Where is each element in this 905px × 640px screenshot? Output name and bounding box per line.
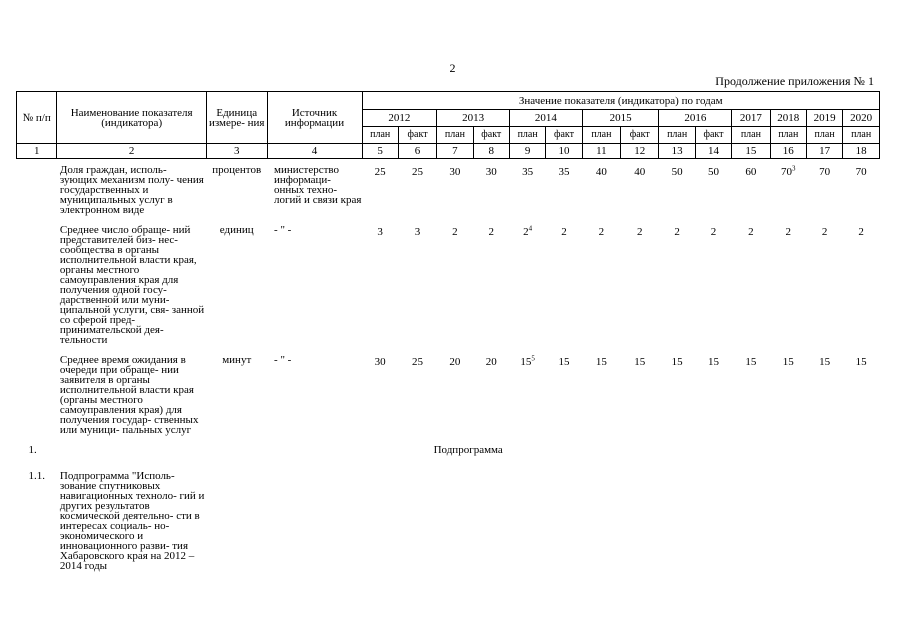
indicator-value: 20 (485, 356, 497, 368)
indicator-value: $70^3$ (781, 164, 796, 178)
indicator-value: 2 (637, 226, 643, 238)
indicator-value: 15 (745, 356, 757, 368)
column-number: 16 (770, 144, 806, 159)
plan-header: план (582, 127, 620, 144)
indicator-value: 15 (855, 356, 867, 368)
indicator-value: 70 (855, 166, 867, 178)
indicator-value: 40 (634, 166, 646, 178)
footnote-mark: 3 (792, 164, 796, 173)
indicator-value: 15 (782, 356, 794, 368)
header-unit: Единица измере- ния (206, 92, 267, 144)
year-header: 2014 (509, 110, 582, 127)
year-header: 2013 (437, 110, 510, 127)
column-number: 2 (57, 144, 207, 159)
indicator-value: 2 (452, 226, 458, 238)
indicator-table (16, 91, 880, 571)
indicator-value: 25 (412, 356, 424, 368)
table-row (17, 159, 880, 220)
indicator-name: Среднее число обраще- ний представителей биз- нес-сообщества в органы исполнительной власти края, органы местного самоуправления края для получения одной госу- дарственной или муни- ципальной услуги, свя- занной со сферой пред- принимательской дея- тельности (59, 224, 205, 346)
column-number: 9 (509, 144, 545, 159)
indicator-value: 15 (819, 356, 831, 368)
indicator-value: $2^4$ (523, 224, 533, 238)
plan-header: план (806, 127, 842, 144)
column-number: 6 (398, 144, 436, 159)
indicator-value: 2 (561, 226, 567, 238)
subsection-name: Подпрограмма "Исполь- зование спутниковых навигационных техноло- гий и других результатов космической деятельно- сти в интересах социаль- но-экономического и инновационного разви- тия Хабаровского края на 2012 – 2014 годы (59, 470, 205, 572)
header-values: Значение показателя (индикатора) по годам (362, 92, 880, 110)
indicator-value: 2 (674, 226, 680, 238)
subsection-empty (206, 465, 879, 571)
footnote-mark: 5 (531, 354, 535, 363)
indicator-value: 50 (708, 166, 719, 178)
indicator-value: 30 (485, 166, 497, 178)
column-number: 15 (732, 144, 770, 159)
continuation-label: Продолжение приложения № 1 (715, 74, 874, 88)
header-name: Наименование показателя (индикатора) (57, 92, 207, 144)
indicator-value: 30 (374, 356, 386, 368)
indicator-unit: единиц (219, 224, 254, 236)
column-number: 4 (267, 144, 362, 159)
page-number: 2 (449, 61, 456, 75)
indicator-value: 20 (449, 356, 461, 368)
indicator-value: 40 (595, 166, 607, 178)
year-header: 2017 (732, 110, 770, 127)
plan-header: план (770, 127, 806, 144)
fact-header: факт (473, 127, 509, 144)
header-source: Источник информации (267, 92, 362, 144)
indicator-value: 15 (708, 356, 719, 368)
fact-header: факт (546, 127, 582, 144)
year-header: 2016 (659, 110, 732, 127)
indicator-unit: минут (222, 354, 252, 366)
table-row (17, 219, 880, 349)
indicator-value: 70 (819, 166, 831, 178)
indicator-value: $15^5$ (520, 354, 535, 368)
indicator-source: министерство информаци- онных техно- логий и связи края (274, 164, 362, 206)
year-header: 2012 (362, 110, 437, 127)
indicator-unit: процентов (212, 164, 262, 176)
plan-header: план (437, 127, 473, 144)
column-number: 5 (362, 144, 398, 159)
indicator-value: 35 (522, 166, 534, 178)
footnote-mark: 4 (528, 224, 533, 233)
section-title: Подпрограмма (433, 444, 503, 456)
indicator-source: - " - (274, 224, 292, 236)
year-header: 2020 (843, 110, 880, 127)
plan-header: план (659, 127, 695, 144)
indicator-value: 15 (595, 356, 607, 368)
column-number: 12 (621, 144, 659, 159)
subsection-row (17, 465, 880, 571)
indicator-value: 15 (558, 356, 570, 368)
indicator-value: 2 (710, 226, 717, 238)
indicator-name: Среднее время ожидания в очереди при обраще- нии заявителя в органы исполнительной власти края (органы местного самоуправления края) для получения государ- ственных или муници- пальных услуг (59, 354, 199, 436)
indicator-name: Доля граждан, исполь- зующих механизм полу- чения государственных и муниципальных услуг в электронном виде (59, 164, 204, 216)
indicator-value: 25 (374, 166, 386, 178)
indicator-value: 25 (412, 166, 424, 178)
column-number: 14 (695, 144, 731, 159)
table-row (17, 349, 880, 439)
column-number: 13 (659, 144, 695, 159)
plan-header: план (362, 127, 398, 144)
plan-header: план (843, 127, 880, 144)
fact-header: факт (398, 127, 436, 144)
column-number: 10 (546, 144, 582, 159)
indicator-value: 15 (671, 356, 683, 368)
subsection-number: 1.1. (28, 470, 45, 482)
indicator-value: 30 (449, 166, 461, 178)
indicator-value: 2 (858, 226, 864, 238)
column-number: 11 (582, 144, 620, 159)
row-number (17, 219, 57, 349)
column-number: 18 (843, 144, 880, 159)
column-number: 3 (206, 144, 267, 159)
column-number: 7 (437, 144, 473, 159)
fact-header: факт (621, 127, 659, 144)
indicator-value: 35 (558, 166, 570, 178)
column-number: 1 (17, 144, 57, 159)
indicator-value: 2 (598, 226, 605, 238)
indicator-value: 60 (745, 166, 757, 178)
indicator-value: 3 (414, 226, 421, 238)
year-header: 2018 (770, 110, 806, 127)
indicator-value: 2 (748, 226, 754, 238)
section-number: 1. (28, 444, 37, 456)
indicator-value: 3 (377, 226, 383, 238)
indicator-value: 15 (634, 356, 646, 368)
indicator-value: 2 (821, 226, 828, 238)
header-num: № п/п (17, 92, 57, 144)
indicator-value: 50 (671, 166, 683, 178)
column-number: 17 (806, 144, 842, 159)
plan-header: план (509, 127, 545, 144)
column-number: 8 (473, 144, 509, 159)
fact-header: факт (695, 127, 731, 144)
year-header: 2015 (582, 110, 659, 127)
plan-header: план (732, 127, 770, 144)
indicator-value: 2 (785, 226, 791, 238)
indicator-value: 2 (488, 226, 495, 238)
row-number (17, 349, 57, 439)
indicator-source: - " - (274, 354, 292, 366)
year-header: 2019 (806, 110, 842, 127)
section-row (17, 439, 880, 465)
row-number (17, 159, 57, 220)
